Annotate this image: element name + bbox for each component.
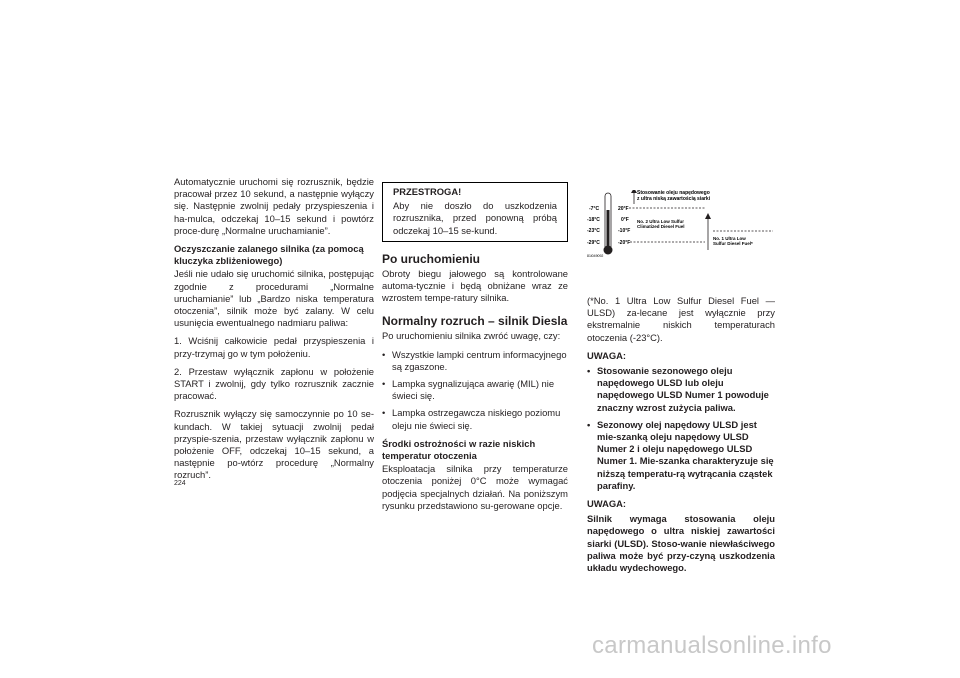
step-2: 2. Przestaw wyłącznik zapłonu w położenie START i zwolnij, gdy tylko rozrusznik zacznie pracować.	[174, 365, 374, 402]
paragraph-cold-weather: Eksploatacja silnika przy temperaturze otoczenia poniżej 0°C może wymagać podjęcia specjalnych działań. Na poniższym rysunku przedstawiono su-gerowane opcje.	[382, 463, 568, 511]
caution-text: Aby nie doszło do uszkodzenia rozrusznika, przed ponowną próbą odczekaj 10–15 se-kund.	[393, 200, 557, 236]
paragraph-after-start: Obroty biegu jałowego są kontrolowane automa-tycznie i będą obniżane wraz ze wzrostem tempe-ratury silnika.	[382, 267, 568, 304]
list-item: • Lampka ostrzegawcza niskiego poziomu oleju nie świeci się.	[382, 407, 561, 431]
list-item: • Sezonowy olej napędowy ULSD jest mie-szanką oleju napędowy ULSD Numer 2 i oleju napędowego ULSD Numer 1. Mie-szanka charakteryzuje się niższą temperatu-rą wytrącania cząstek parafiny.	[587, 418, 774, 491]
fahrenheit-label: -10°F	[618, 228, 631, 234]
paragraph-flooded-intro: Jeśli nie udało się uruchomić silnika, postępując zgodnie z procedurami „Normalne uruchamianie” lub „Bardzo niska temperatura otoczenia”, silnik może być zalany. W celu usunięcia ewentualnego nadmiaru paliwa:	[174, 268, 374, 329]
diagram-svg	[587, 190, 777, 260]
paragraph-ulsd-required: Silnik wymaga stosowania oleju napędowego o ultra niskiej zawartości siarki (ULSD). Stoso-wanie niewłaściwego paliwa może być przy-czyną uszkodzenia układu wydechowego.	[587, 513, 775, 574]
page-number: 224	[174, 480, 186, 487]
fahrenheit-label: 20°F	[618, 206, 629, 212]
list-item: • Lampka sygnalizująca awarię (MIL) nie świeci się.	[382, 378, 555, 402]
paragraph-auto-start: Automatycznie uruchomi się rozrusznik, będzie pracował przez 10 sekund, a następnie wyłączy się. Następnie zwolnij pedały przyspieszenia i ha-mulca, odczekaj 10–15 sekund i powtórz proce-durę „Normalne uruchamianie”.	[174, 176, 374, 236]
paragraph-diesel-check: Po uruchomieniu silnika zwróć uwagę, czy:	[382, 330, 561, 342]
heading-after-start: Po uruchomieniu	[382, 251, 481, 266]
celsius-label: -29°C	[587, 240, 600, 246]
no2-fuel-label: Climatized Diesel Fuel	[637, 224, 685, 229]
paragraph-starter-off: Rozrusznik wyłączy się samoczynnie po 10 se-kundach. W takiej sytuacji zwolnij pedał przyspie-szenia, przestaw wyłącznik zapłonu w położenie OFF, odczekaj 10–15 sekund, a następnie po-wtórz procedurę „Normalny rozruch”.	[174, 408, 374, 481]
caution-title: PRZESTROGA!	[393, 186, 462, 197]
heading-cold-weather: Środki ostrożności w razie niskich temperatur otoczenia	[382, 437, 536, 462]
heading-flooded-engine: Oczyszczanie zalanego silnika (za pomocą kluczyka zbliżeniowego)	[174, 243, 364, 267]
uwaga-label: UWAGA:	[587, 349, 627, 361]
celsius-label: -18°C	[587, 217, 600, 223]
no1-fuel-label: Sulfur Diesel Fuel*	[713, 241, 753, 246]
figure-id: 81i049092	[587, 254, 604, 258]
paragraph-ulsd-note: (*No. 1 Ultra Low Sulfur Diesel Fuel — ULSD) za-lecane jest wyłącznie przy ekstremalnie niskich temperaturach otoczenia (-23°C).	[587, 295, 775, 343]
diesel-check-list	[382, 349, 568, 432]
list-item: • Wszystkie lampki centrum informacyjnego są zgaszone.	[382, 348, 567, 372]
no2-fuel-label: No. 2 Ultra Low Sulfur	[637, 219, 685, 224]
fahrenheit-label: -20°F	[618, 240, 631, 246]
fuel-temperature-diagram	[587, 190, 777, 260]
fahrenheit-label: 0°F	[621, 217, 629, 223]
diagram-header-line2: z ultra niską zawartością siarki	[637, 196, 711, 202]
celsius-label: -23°C	[587, 228, 600, 234]
diagram-header-line1: Stosowanie oleju napędowego	[637, 190, 710, 196]
column-right	[587, 295, 775, 580]
column-left	[174, 176, 374, 488]
celsius-label: -7°C	[589, 206, 600, 212]
column-middle	[382, 182, 568, 518]
step-1: 1. Wciśnij całkowicie pedał przyspieszenia i przy-trzymaj go w tym położeniu.	[174, 335, 374, 359]
caution-box	[382, 182, 568, 242]
heading-diesel-start: Normalny rozruch – silnik Diesla	[382, 314, 568, 329]
arrow-up-icon	[705, 213, 711, 219]
watermark: carmanualsonline.info	[592, 632, 832, 659]
list-item: • Stosowanie sezonowego oleju napędowego ULSD lub oleju napędowego ULSD Numer 1 powoduje znaczny wzrost zużycia paliwa.	[587, 365, 769, 413]
uwaga-list	[587, 365, 775, 492]
uwaga-label: UWAGA:	[587, 498, 627, 510]
no1-fuel-label: No. 1 Ultra Low	[713, 236, 746, 241]
thermometer-mercury	[607, 210, 610, 250]
